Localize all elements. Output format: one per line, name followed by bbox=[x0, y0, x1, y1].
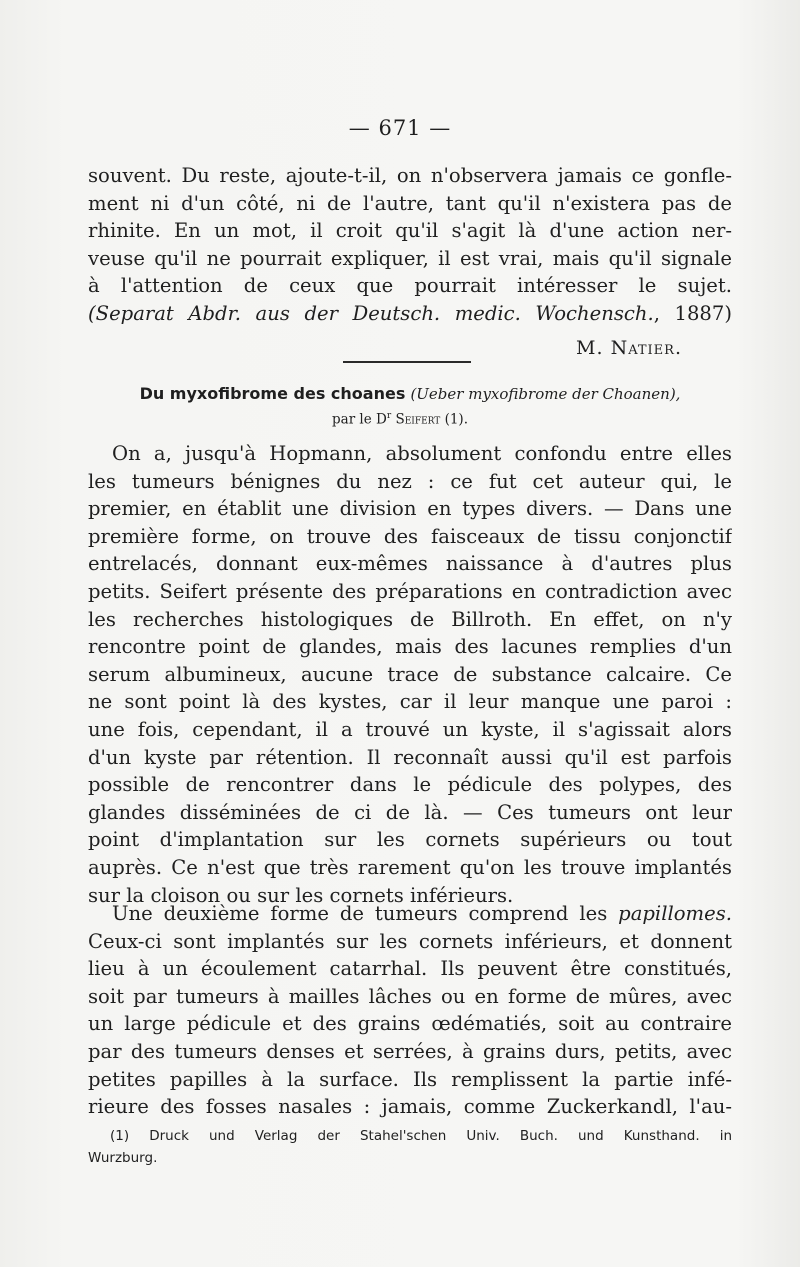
article-byline: par le $D^r$ Seifert (1). bbox=[332, 411, 468, 428]
text-line: d'un kyste par rétention. Il reconnaît aussi qu'il est parfois bbox=[88, 745, 732, 769]
text-line: veuse qu'il ne pourrait expliquer, il est vrai, mais qu'il signale bbox=[88, 246, 732, 270]
text-line: par des tumeurs denses et serrées, à grains durs, petits, avec bbox=[88, 1039, 732, 1063]
text-line: serum albumineux, aucune trace de substance calcaire. Ce bbox=[88, 662, 732, 686]
paragraph-2 bbox=[88, 900, 732, 1121]
citation-year: , 1887) bbox=[653, 301, 732, 325]
text-line: premier, en établit une division en types divers. — Dans une bbox=[88, 497, 732, 521]
article-title-german: (Ueber myxofibrome der Choanen), bbox=[410, 385, 681, 403]
citation-source: (Separat Abdr. aus der Deutsch. medic. Wochensch. bbox=[88, 301, 654, 325]
text-line: lieu à un écoulement catarrhal. Ils peuvent être constitués, bbox=[88, 957, 732, 981]
text-line: rhinite. En un mot, il croit qu'il s'agit là d'une action ner- bbox=[88, 219, 732, 243]
section-divider bbox=[343, 361, 471, 363]
text-line: les recherches histologiques de Billroth. En effet, on n'y bbox=[88, 607, 732, 631]
text-line: possible de rencontrer dans le pédicule des polypes, des bbox=[88, 773, 732, 797]
text-line: ment ni d'un côté, ni de l'autre, tant qu'il n'existera pas de bbox=[88, 191, 732, 215]
paragraph-1 bbox=[88, 440, 732, 909]
text-line: rieure des fosses nasales : jamais, comme Zuckerkandl, l'au- bbox=[88, 1095, 732, 1119]
review-continuation bbox=[88, 162, 732, 328]
text-line: auprès. Ce n'est que très rarement qu'on les trouve implantés bbox=[88, 855, 732, 879]
text-line: glandes disséminées de ci de là. — Ces tumeurs ont leur bbox=[88, 800, 732, 824]
citation-line bbox=[88, 300, 732, 328]
footnote-ref: (1). bbox=[444, 411, 468, 428]
page-number: — 671 — bbox=[348, 116, 452, 140]
text-line: petites papilles à la surface. Ils remplissent la partie infé- bbox=[88, 1067, 732, 1091]
footnote bbox=[88, 1125, 732, 1169]
article-title bbox=[88, 384, 732, 404]
footnote-line: Wurzburg. bbox=[88, 1150, 158, 1166]
text-line: entrelacés, donnant eux-mêmes naissance à d'autres plus bbox=[88, 552, 732, 576]
text-line: une fois, cependant, il a trouvé un kyste, il s'agissait alors bbox=[88, 717, 732, 741]
text-line: On a, jusqu'à Hopmann, absolument confondu entre elles bbox=[112, 442, 732, 465]
text-line: à l'attention de ceux que pourrait intéresser le sujet. bbox=[88, 274, 732, 298]
author-name: Seifert bbox=[395, 411, 441, 428]
text-line: souvent. Du reste, ajoute-t-il, on n'observera jamais ce gonfle- bbox=[88, 164, 732, 187]
text-line: petits. Seifert présente des préparations en contradiction avec bbox=[88, 579, 732, 603]
text-line: les tumeurs bénignes du nez : ce fut cet auteur qui, le bbox=[88, 469, 732, 493]
text-line: ne sont point là des kystes, car il leur manque une paroi : bbox=[88, 690, 732, 714]
footnote-line: (1) Druck und Verlag der Stahel'schen Univ. Buch. und Kunsthand. in bbox=[110, 1128, 732, 1144]
text-line: rencontre point de glandes, mais des lacunes remplies d'un bbox=[88, 635, 732, 659]
text-line: Une deuxième forme de tumeurs comprend les papillomes. bbox=[112, 902, 732, 925]
signature: M. Natier. bbox=[576, 337, 682, 359]
text-line: sur la cloison ou sur les cornets inférieurs. bbox=[88, 883, 514, 907]
text-line: soit par tumeurs à mailles lâches ou en forme de mûres, avec bbox=[88, 984, 732, 1008]
text-line: point d'implantation sur les cornets supérieurs ou tout bbox=[88, 828, 732, 852]
text-line: première forme, on trouve des faisceaux de tissu conjonctif bbox=[88, 524, 732, 548]
article-title-main: Du myxofibrome des choanes bbox=[139, 384, 406, 403]
emphasis-papillomes: papillomes. bbox=[618, 902, 732, 925]
text-line: un large pédicule et des grains œdématiés, soit au contraire bbox=[88, 1012, 732, 1036]
text-line: Ceux-ci sont implantés sur les cornets inférieurs, et donnent bbox=[88, 929, 732, 953]
